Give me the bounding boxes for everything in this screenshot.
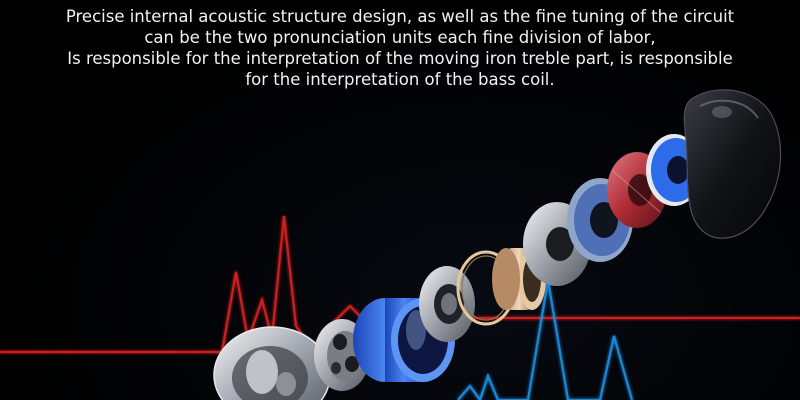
caption-line-1: Precise internal acoustic structure design, as well as the fine tuning of the circuit	[65, 7, 735, 26]
bass-waveform-line	[458, 280, 632, 400]
caption-line-3: Is responsible for the interpretation of the moving iron treble part, is responsible	[67, 49, 733, 68]
faceplate-part	[214, 327, 330, 400]
silver-washer-1	[419, 266, 475, 342]
caption-line-2: can be the two pronunciation units each fine division of labor,	[144, 28, 656, 47]
earphone-shell	[684, 90, 780, 238]
caption-line-4: for the interpretation of the bass coil.	[245, 70, 555, 89]
